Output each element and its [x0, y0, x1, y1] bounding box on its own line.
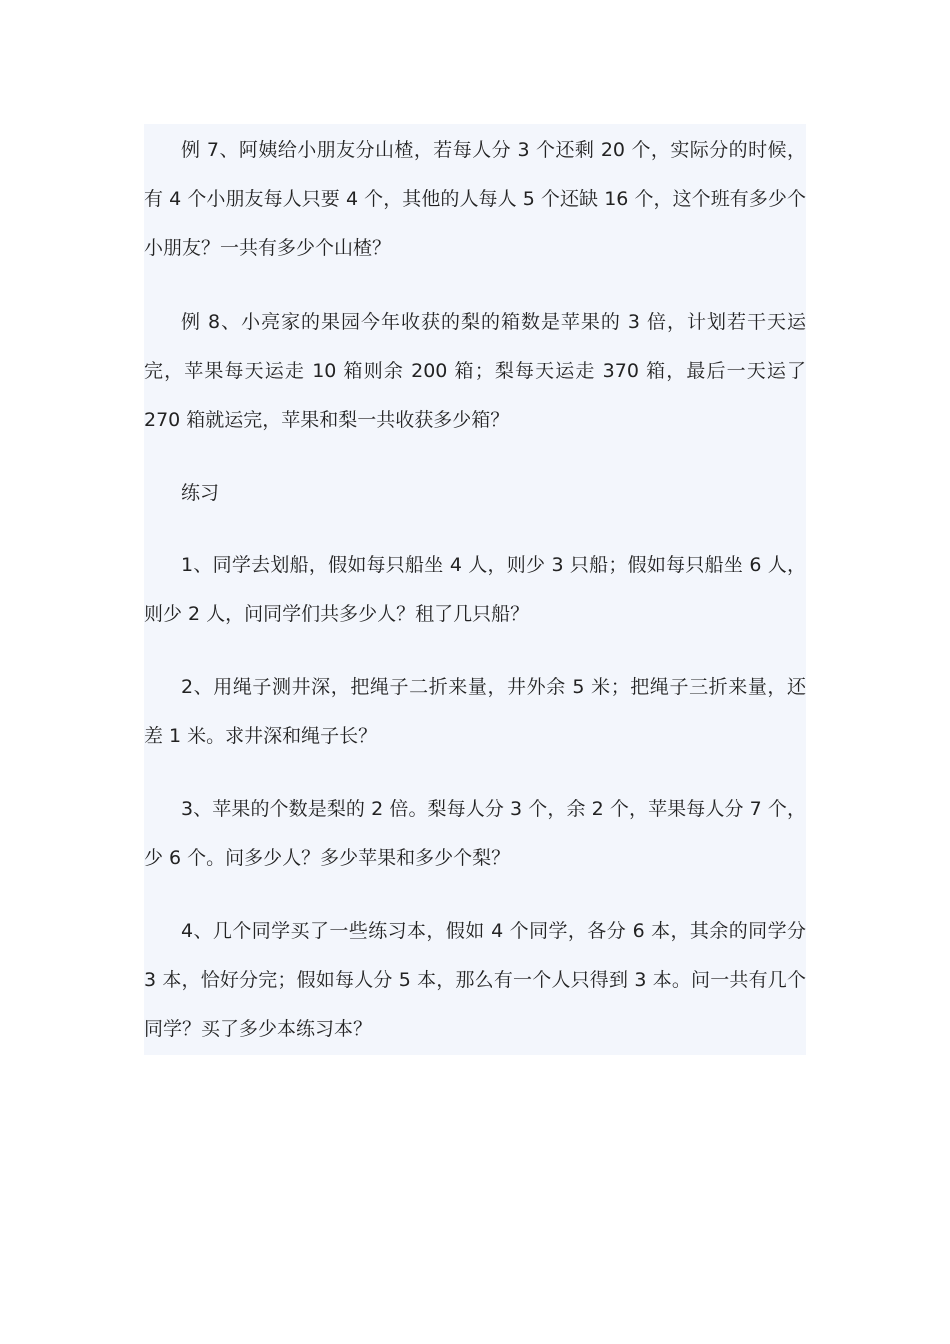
exercise-3-paragraph: 3、苹果的个数是梨的 2 倍。梨每人分 3 个，余 2 个，苹果每人分 7 个，少 6 个。问多少人？多少苹果和多少个梨？ [144, 798, 806, 869]
exercise-2-paragraph: 2、用绳子测井深，把绳子二折来量，井外余 5 米；把绳子三折来量，还差 1 米。求井深和绳子长？ [144, 676, 806, 747]
exercise-1-paragraph: 1、同学去划船，假如每只船坐 4 人，则少 3 只船；假如每只船坐 6 人，则少 2 人，问同学们共多少人？租了几只船？ [144, 554, 806, 625]
example-8-paragraph: 例 8、小亮家的果园今年收获的梨的箱数是苹果的 3 倍，计划若干天运完，苹果每天运走 10 箱则余 200 箱；梨每天运走 370 箱，最后一天运了 270 箱就运完，苹果和梨一共收获多少箱？ [144, 311, 806, 431]
exercise-4-paragraph: 4、几个同学买了一些练习本，假如 4 个同学，各分 6 本，其余的同学分 3 本，恰好分完；假如每人分 5 本，那么有一个人只得到 3 本。问一共有几个同学？买了多少本练习本？ [144, 920, 806, 1040]
exercise-heading: 练习 [181, 482, 220, 504]
example-7-paragraph: 例 7、阿姨给小朋友分山楂，若每人分 3 个还剩 20 个，实际分的时候，有 4 个小朋友每人只要 4 个，其他的人每人 5 个还缺 16 个，这个班有多少个小朋友？一共有多少个山楂？ [144, 139, 806, 259]
